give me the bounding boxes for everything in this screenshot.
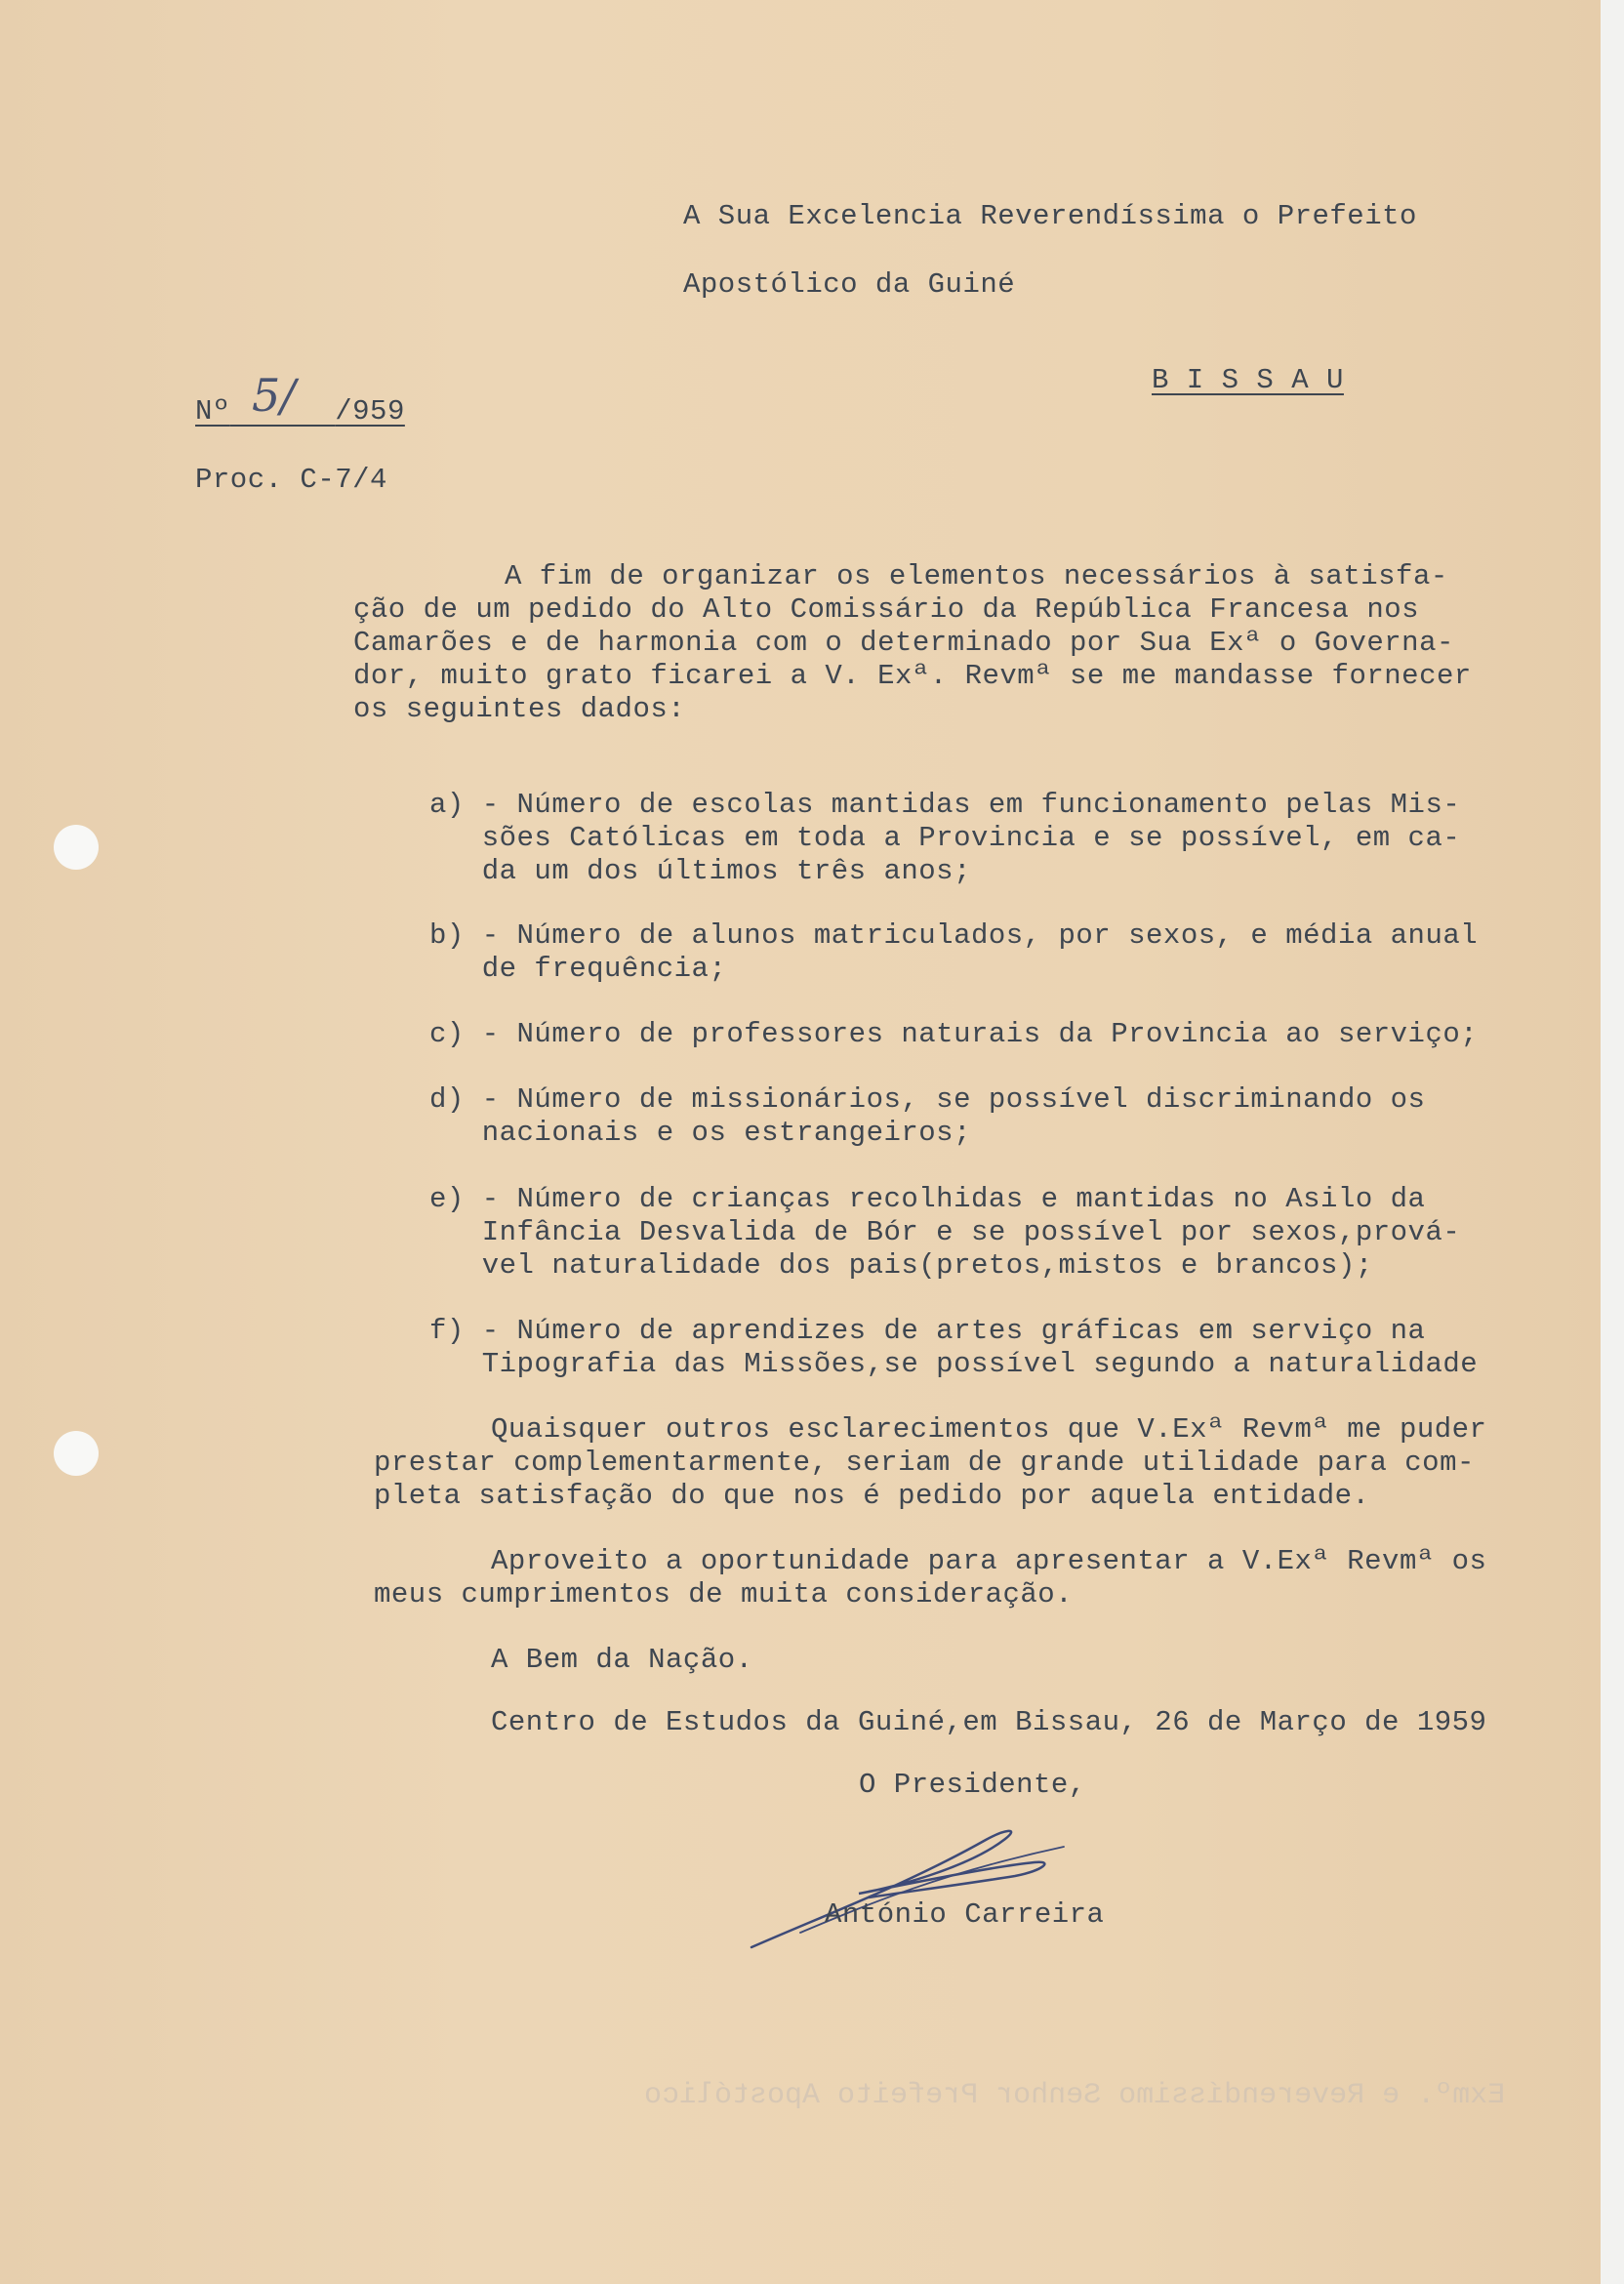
closing-2-line-2: meus cumprimentos de muita consideração. (374, 1578, 1074, 1611)
closing-1-line-1: Quaisquer outros esclarecimentos que V.Exª Revmª me puder (491, 1413, 1487, 1446)
item-e-line-3: vel naturalidade dos pais(pretos,mistos e brancos); (429, 1249, 1373, 1282)
scan-edge (1601, 0, 1624, 2284)
punch-hole-bottom (54, 1431, 99, 1476)
place-date: Centro de Estudos da Guiné,em Bissau, 26 de Março de 1959 (491, 1706, 1487, 1738)
item-a-line-2: sões Católicas em toda a Provincia e se possível, em ca- (429, 822, 1461, 854)
handwritten-signature (742, 1815, 1074, 1962)
item-e-line-2: Infância Desvalida de Bór e se possível por sexos,prová- (429, 1216, 1461, 1248)
signer-name: António Carreira (825, 1898, 1105, 1931)
reference-prefix: Nº (195, 395, 230, 428)
reference-year: /959 (335, 395, 405, 428)
intro-line-4: dor, muito grato ficarei a V. Exª. Revmª se me mandasse fornecer (353, 660, 1472, 692)
closing-1-line-3: pleta satisfação do que nos é pedido por aquela entidade. (374, 1480, 1370, 1512)
item-b-line-2: de frequência; (429, 953, 727, 985)
item-f-line-1: f) - Número de aprendizes de artes gráficas em serviço na (429, 1315, 1426, 1347)
intro-line-1: A fim de organizar os elementos necessários à satisfa- (505, 560, 1448, 592)
addressee-city: B I S S A U (1152, 364, 1344, 396)
signer-title: O Presidente, (859, 1769, 1086, 1801)
item-d-line-1: d) - Número de missionários, se possível discriminando os (429, 1083, 1426, 1116)
item-c-line-1: c) - Número de professores naturais da Provincia ao serviço; (429, 1018, 1479, 1050)
bleed-through-text: Exmº. e Reverendíssimo Senhor Prefeito Apostólico (644, 2079, 1506, 2112)
punch-hole-top (54, 825, 99, 870)
process-reference: Proc. C-7/4 (195, 464, 387, 496)
addressee-line-1: A Sua Excelencia Reverendíssima o Prefeito (683, 200, 1417, 232)
reference-number (195, 395, 405, 428)
item-e-line-1: e) - Número de crianças recolhidas e mantidas no Asilo da (429, 1183, 1426, 1215)
item-d-line-2: nacionais e os estrangeiros; (429, 1117, 971, 1149)
intro-line-5: os seguintes dados: (353, 693, 686, 725)
closing-2-line-1: Aproveito a oportunidade para apresentar a V.Exª Revmª os (491, 1545, 1487, 1577)
addressee-line-2: Apostólico da Guiné (683, 268, 1016, 301)
intro-line-2: ção de um pedido do Alto Comissário da República Francesa nos (353, 593, 1420, 626)
salutation: A Bem da Nação. (491, 1644, 753, 1676)
item-b-line-1: b) - Número de alunos matriculados, por sexos, e média anual (429, 919, 1479, 952)
item-a-line-1: a) - Número de escolas mantidas em funcionamento pelas Mis- (429, 789, 1461, 821)
item-a-line-3: da um dos últimos três anos; (429, 855, 971, 887)
closing-1-line-2: prestar complementarmente, seriam de grande utilidade para com- (374, 1447, 1475, 1479)
handwritten-number: 5/ (252, 369, 296, 422)
intro-line-3: Camarões e de harmonia com o determinado por Sua Exª o Governa- (353, 627, 1454, 659)
item-f-line-2: Tipografia das Missões,se possível segundo a naturalidade (429, 1348, 1479, 1380)
